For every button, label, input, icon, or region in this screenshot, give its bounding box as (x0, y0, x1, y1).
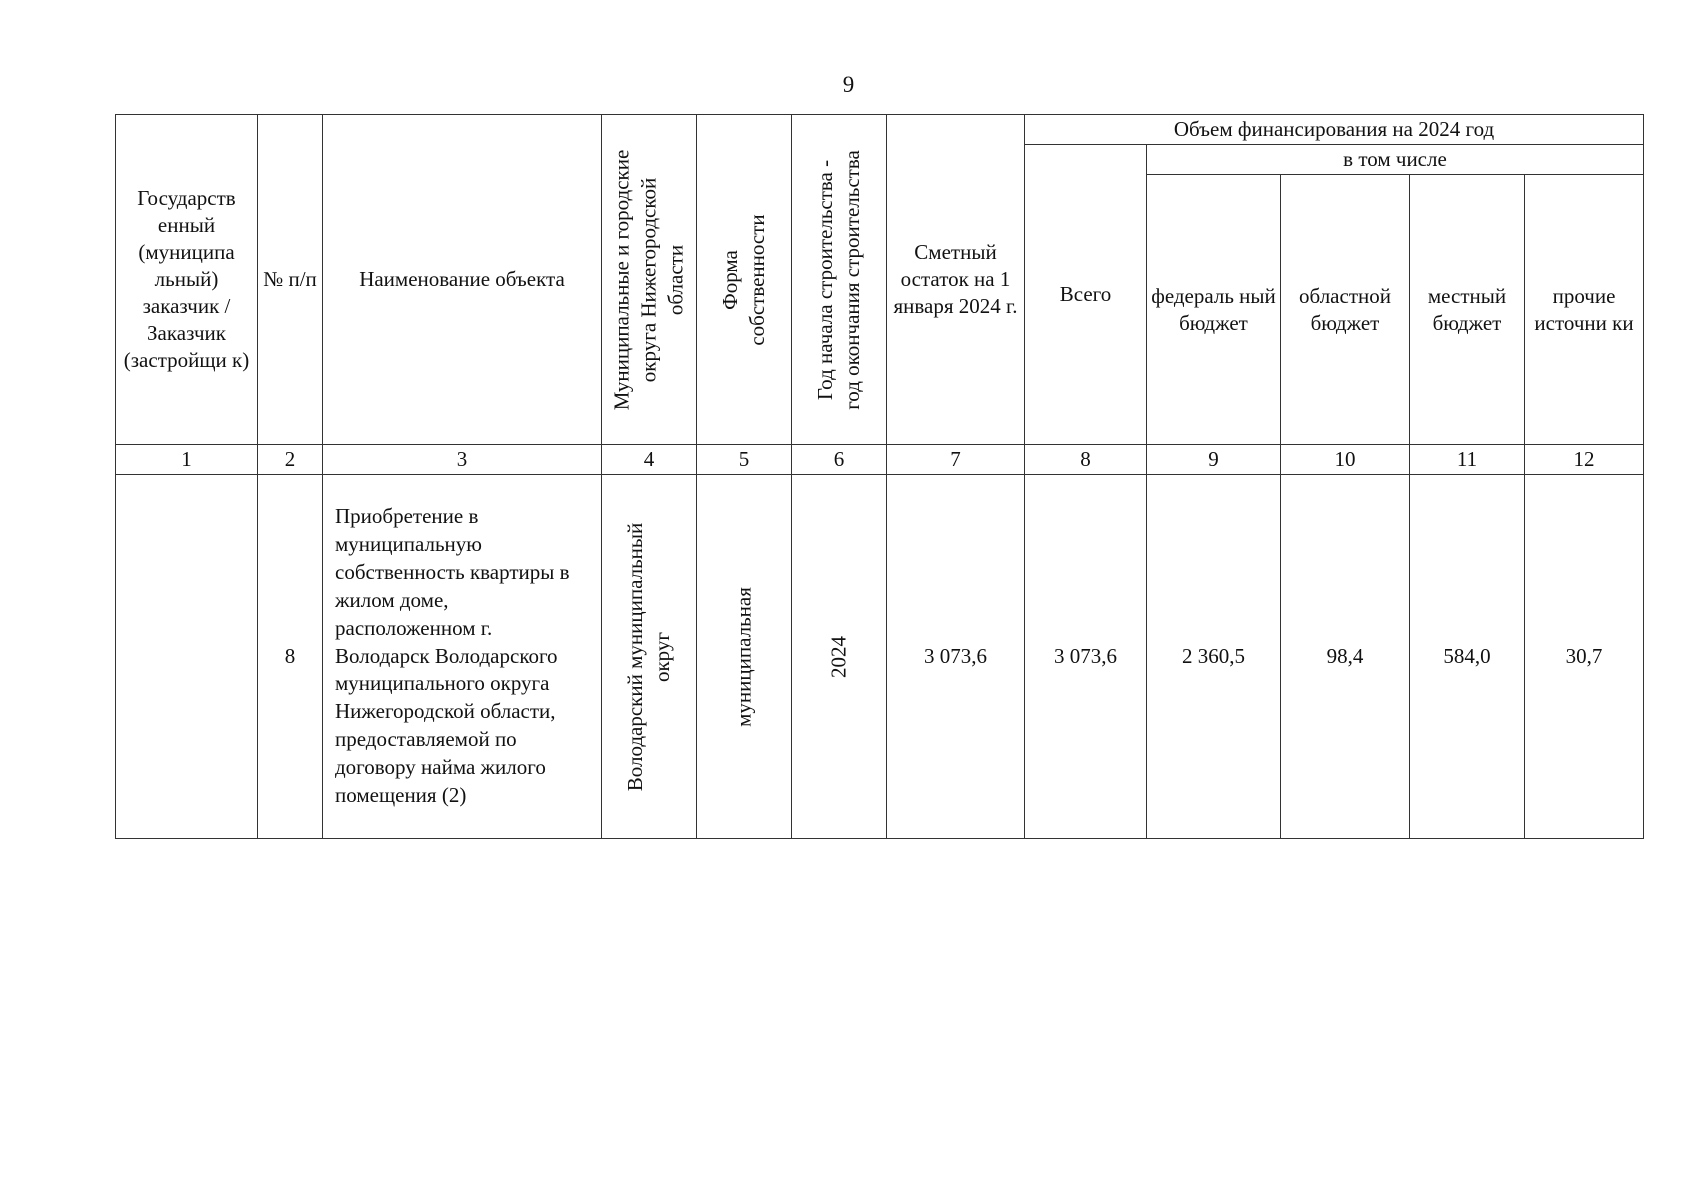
column-number: 10 (1281, 445, 1410, 475)
row-object-name: Приобретение в муниципальную собственность квартиры в жилом доме, расположенном г. Володарск Володарского муниципального округа Нижегородской области, предоставляемой по договору найма жилого помещения (2) (323, 475, 602, 839)
financing-table (115, 114, 1644, 839)
header-ownership (697, 115, 792, 445)
row-other: 30,7 (1525, 475, 1644, 839)
column-number: 6 (792, 445, 887, 475)
table-row (116, 475, 1644, 839)
column-number: 12 (1525, 445, 1644, 475)
column-number: 8 (1025, 445, 1147, 475)
column-number: 2 (258, 445, 323, 475)
header-municipality-line1: Муниципальные и городские (609, 149, 634, 410)
row-remaining-estimate: 3 073,6 (887, 475, 1025, 839)
header-total: Всего (1025, 145, 1147, 445)
row-ownership (697, 475, 792, 839)
header-local: местный бюджет (1410, 175, 1525, 445)
row-customer (116, 475, 258, 839)
header-municipality (602, 115, 697, 445)
header-federal: федераль ный бюджет (1147, 175, 1281, 445)
row-municipality-line1: Володарский муниципальный (623, 522, 648, 791)
column-number: 11 (1410, 445, 1525, 475)
header-ownership-line2: собственности (745, 213, 769, 346)
column-number: 4 (602, 445, 697, 475)
header-years-line1: Год начала строительства - (813, 159, 838, 400)
column-number: 7 (887, 445, 1025, 475)
column-number: 5 (697, 445, 792, 475)
row-local: 584,0 (1410, 475, 1525, 839)
row-municipality-line2: округ (650, 631, 674, 682)
header-years-line2: год окончания строительства (840, 149, 864, 410)
column-number-row (116, 445, 1644, 475)
header-regional: областной бюджет (1281, 175, 1410, 445)
header-funding-group: Объем финансирования на 2024 год (1025, 115, 1644, 145)
header-remaining-estimate: Сметный остаток на 1 января 2024 г. (887, 115, 1025, 445)
row-regional: 98,4 (1281, 475, 1410, 839)
row-municipality (602, 475, 697, 839)
header-municipality-line2: округа Нижегородской (636, 177, 661, 382)
header-number: № п/п (258, 115, 323, 445)
header-row-1 (116, 115, 1644, 145)
column-number: 9 (1147, 445, 1281, 475)
column-number: 3 (323, 445, 602, 475)
row-years (792, 475, 887, 839)
page-number: 9 (842, 72, 855, 97)
row-number: 8 (258, 475, 323, 839)
header-including: в том числе (1147, 145, 1644, 175)
header-object-name: Наименование объекта (323, 115, 602, 445)
header-customer: Государств енный (муниципа льный) заказчик / Заказчик (застройщи к) (116, 115, 258, 445)
column-number: 1 (116, 445, 258, 475)
header-ownership-line1: Форма (718, 249, 743, 310)
header-years (792, 115, 887, 445)
header-other: прочие источни ки (1525, 175, 1644, 445)
row-ownership-value: муниципальная (731, 586, 756, 727)
row-years-value: 2024 (826, 635, 851, 678)
header-municipality-line3: области (663, 244, 688, 315)
row-total: 3 073,6 (1025, 475, 1147, 839)
row-federal: 2 360,5 (1147, 475, 1281, 839)
